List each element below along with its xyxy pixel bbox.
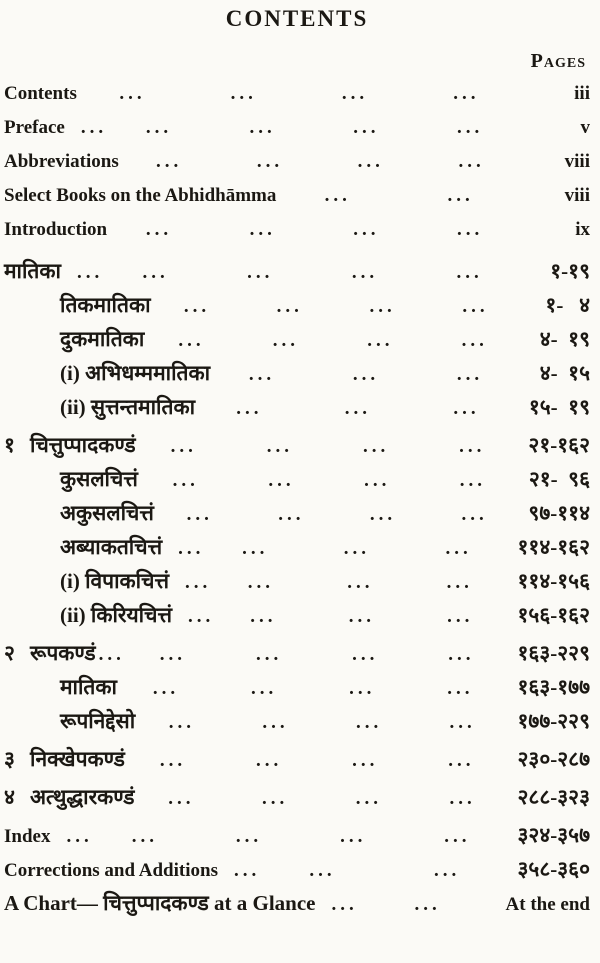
leader-dots: ... [444,826,471,847]
leader-dots: ... [183,296,211,317]
leader-dots: ... [341,83,369,104]
toc-entry-label: Abbreviations [4,151,119,172]
leader-dots: ... [459,470,487,491]
toc-row [4,117,590,147]
toc-entry-label: Contents [4,83,77,104]
toc-row [4,499,590,529]
leader-dots: ... [449,712,476,733]
dot-leader [103,262,522,284]
toc-entry-label: मातिका [60,675,117,699]
leader-dots: ... [367,330,394,351]
toc-entry-page: ९७-११४ [528,501,590,525]
leader-dots: ... [351,262,379,283]
leader-dots: ... [119,83,146,104]
leader-dots: ... [131,826,158,847]
leader-dots: ... [76,262,104,283]
toc-entry-label: (ii) किरियचित्तं [60,603,172,627]
toc-entry-page: २१-१६२ [528,433,590,457]
leader-dots: ... [456,262,483,283]
toc-entry-label: अकुसलचित्तं [60,501,154,525]
leader-dots: ... [187,606,215,627]
leader-dots: ... [268,470,295,491]
leader-dots: ... [355,712,383,733]
dot-leader [211,572,509,594]
toc-entry-page: ११४-१५६ [517,569,590,593]
dot-leader [214,606,509,628]
toc-entry-label: निक्खेपकण्डं [30,747,125,771]
leader-dots: ... [352,644,379,665]
leader-dots: ... [172,470,199,491]
dot-leader [144,330,522,352]
toc-entry-page: viii [564,185,590,206]
toc-row [4,185,590,215]
toc-entry-label: Select Books on the Abhidhāmma [4,185,277,206]
leader-dots: ... [250,606,277,627]
leader-dots: ... [178,538,205,559]
toc-row [4,431,590,461]
toc-entry-number: ४ [4,785,15,809]
dot-leader [358,894,498,916]
leader-dots: ... [446,572,473,593]
page-title: CONTENTS [225,6,369,31]
toc-entry-page: At the end [505,894,590,915]
toc-entry-page: १५- १९ [528,395,590,419]
toc-entry-label: मातिका [4,259,61,283]
leader-dots: ... [230,83,257,104]
toc-entry-label: Index [4,826,51,847]
toc-row [4,601,590,631]
toc-entry-page: २१- ९६ [528,467,590,491]
leader-dots: ... [242,538,269,559]
toc-row [4,855,590,885]
toc-row [4,745,590,775]
dot-leader [135,712,509,734]
toc-entry-label: रूपकण्डं [30,641,96,665]
leader-dots: ... [362,436,390,457]
toc-entry-page: १७७-२२९ [517,709,590,733]
leader-dots: ... [255,644,283,665]
leader-dots: ... [272,330,300,351]
leader-dots: ... [447,678,474,699]
dot-leader [119,151,522,173]
leader-dots: ... [347,572,374,593]
leader-dots: ... [156,151,183,172]
leader-dots: ... [145,117,173,138]
leader-dots: ... [461,330,488,351]
leader-dots: ... [324,185,351,206]
toc-entry-label: Introduction [4,219,108,240]
dot-leader [151,296,522,318]
leader-dots: ... [340,826,367,847]
leader-dots: ... [251,678,278,699]
toc-entry-page: १६३-१७७ [517,675,590,699]
leader-dots: ... [186,504,213,525]
dot-leader [93,826,510,848]
leader-dots: ... [458,151,485,172]
dot-leader [107,219,522,241]
toc-entry-page: २३०-२८७ [517,747,590,771]
dot-leader [136,436,521,458]
dot-leader [210,364,522,386]
toc-entry-page: viii [564,151,590,172]
leader-dots: ... [364,470,391,491]
dot-leader [125,750,510,772]
toc-row [4,889,590,919]
leader-dots: ... [168,788,195,809]
leader-dots: ... [249,117,276,138]
leader-dots: ... [159,644,187,665]
leader-dots: ... [414,894,441,915]
leader-dots: ... [456,364,484,385]
dot-leader [260,860,509,882]
leader-dots: ... [344,398,372,419]
dot-leader [138,470,521,492]
leader-dots: ... [457,219,484,240]
leader-dots: ... [445,538,472,559]
leader-dots: ... [248,364,276,385]
toc-entry-label: रूपनिद्देसो [60,709,136,733]
toc-entry-label: दुकमातिका [60,327,145,351]
leader-dots: ... [447,606,474,627]
toc-entry-page: ३२४-३५७ [517,823,590,847]
leader-dots: ... [309,860,336,881]
leader-dots: ... [352,750,379,771]
toc-row [4,465,590,495]
leader-dots: ... [349,678,376,699]
toc-entry-page: ३५८-३६० [517,857,590,881]
leader-dots: ... [236,398,263,419]
toc-entry-label: (i) विपाकचित्तं [60,569,169,593]
toc-row [4,533,590,563]
leader-dots: ... [249,219,276,240]
leader-dots: ... [262,712,289,733]
leader-dots: ... [142,262,169,283]
leader-dots: ... [278,504,305,525]
dot-leader [195,398,521,420]
toc-entry-number: ३ [4,747,15,771]
leader-dots: ... [235,826,263,847]
leader-dots: ... [145,219,173,240]
toc-row [4,567,590,597]
leader-dots: ... [357,151,384,172]
leader-dots: ... [369,296,396,317]
leader-dots: ... [343,538,371,559]
leader-dots: ... [459,436,486,457]
toc-entry-page: १६३-२२९ [517,641,590,665]
toc-entry-page: १५६-१६२ [517,603,590,627]
dot-leader [204,538,509,560]
toc-entry-label: (ii) सुत्तन्तमातिका [60,395,196,419]
toc-entry-page: iii [574,83,590,104]
leader-dots: ... [369,504,397,525]
leader-dots: ... [448,750,475,771]
dot-leader [107,117,522,139]
toc-row [4,707,590,737]
toc-entry-page: ११४-१६२ [517,535,590,559]
toc-entry-label: अब्याकतचित्तं [60,535,163,559]
leader-dots: ... [247,572,275,593]
leader-dots: ... [353,117,380,138]
toc-row [4,359,590,389]
toc-row [4,783,590,813]
leader-dots: ... [170,436,197,457]
dot-leader [276,185,522,207]
dot-leader [125,644,510,666]
toc-row [4,291,590,321]
leader-dots: ... [453,398,480,419]
toc-row [4,393,590,423]
leader-dots: ... [184,572,212,593]
toc-row [4,821,590,851]
toc-entry-label: A Chart— चित्तुप्पादकण्ड at a Glance [4,891,316,915]
toc-list [4,83,590,919]
toc-entry-page: १-१९ [550,259,590,283]
toc-entry-label: (i) अभिधम्ममातिका [60,361,211,385]
toc-entry-label: Corrections and Additions [4,860,218,881]
pages-column-header: Pages [530,50,586,72]
toc-entry-label: तिकमातिका [60,293,151,317]
leader-dots: ... [348,606,375,627]
leader-dots: ... [456,117,484,138]
leader-dots: ... [266,436,294,457]
toc-entry-number: १ [4,433,15,457]
leader-dots: ... [233,860,261,881]
dot-leader [77,83,522,105]
leader-dots: ... [98,644,125,665]
toc-entry-page: ४- १५ [539,361,590,385]
toc-entry-label: Preface [4,117,65,138]
leader-dots: ... [66,826,93,847]
toc-entry-number: २ [4,641,15,665]
toc-entry-page: १- ४ [545,293,590,317]
dot-leader [135,788,510,810]
leader-dots: ... [462,296,489,317]
leader-dots: ... [352,364,380,385]
toc-entry-page: ix [575,219,590,240]
leader-dots: ... [262,788,289,809]
leader-dots: ... [178,330,205,351]
toc-row [4,219,590,249]
toc-row [4,639,590,669]
toc-entry-page: v [580,117,590,138]
dot-leader [154,504,521,526]
toc-row [4,673,590,703]
leader-dots: ... [434,860,461,881]
leader-dots: ... [247,262,274,283]
leader-dots: ... [461,504,488,525]
leader-dots: ... [276,296,303,317]
leader-dots: ... [168,712,196,733]
leader-dots: ... [453,83,480,104]
leader-dots: ... [449,788,476,809]
leader-dots: ... [331,894,358,915]
leader-dots: ... [353,219,380,240]
toc-row [4,257,590,287]
toc-row [4,325,590,355]
toc-row [4,83,590,113]
leader-dots: ... [447,185,474,206]
leader-dots: ... [80,117,108,138]
leader-dots: ... [159,750,187,771]
leader-dots: ... [256,151,284,172]
leader-dots: ... [355,788,382,809]
toc-entry-page: ४- १९ [539,327,590,351]
toc-entry-label: चित्तुप्पादकण्डं [30,433,136,457]
leader-dots: ... [152,678,180,699]
toc-entry-label: अत्थुद्धारकण्डं [30,785,135,809]
toc-entry-page: २८८-३२३ [517,785,590,809]
toc-entry-label: कुसलचित्तं [60,467,138,491]
leader-dots: ... [448,644,475,665]
leader-dots: ... [255,750,283,771]
toc-row [4,151,590,181]
dot-leader [117,678,510,700]
